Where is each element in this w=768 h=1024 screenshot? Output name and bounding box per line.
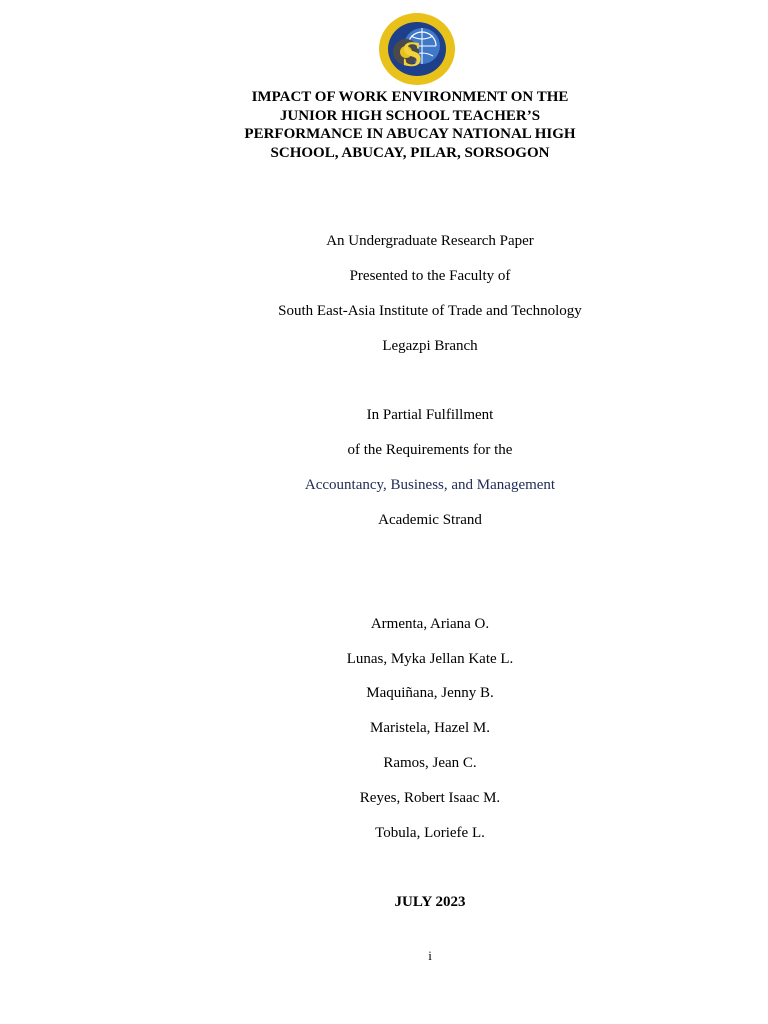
submission-date: JULY 2023 bbox=[394, 894, 466, 910]
title-line: JUNIOR HIGH SCHOOL TEACHER’S bbox=[279, 107, 541, 124]
author-name: Maristela, Hazel M. bbox=[370, 720, 490, 736]
author-name: Tobula, Loriefe L. bbox=[375, 825, 485, 841]
title-line: IMPACT OF WORK ENVIRONMENT ON THE bbox=[251, 89, 569, 105]
presentation-line: An Undergraduate Research Paper bbox=[326, 233, 534, 249]
author-name: Maquiñana, Jenny B. bbox=[366, 685, 494, 701]
fulfillment-line: of the Requirements for the bbox=[347, 442, 513, 458]
fulfillment-line: In Partial Fulfillment bbox=[366, 407, 494, 423]
svg-text:S: S bbox=[402, 34, 423, 74]
institution-name: South East-Asia Institute of Trade and Technology bbox=[278, 303, 582, 319]
author-name: Reyes, Robert Isaac M. bbox=[359, 790, 501, 806]
title-line: SCHOOL, ABUCAY, PILAR, SORSOGON bbox=[270, 144, 550, 161]
school-seal-logo bbox=[378, 12, 456, 86]
strand-name: Accountancy, Business, and Management bbox=[304, 477, 556, 493]
presentation-line: Presented to the Faculty of bbox=[349, 268, 511, 284]
paper-title bbox=[210, 88, 610, 162]
author-name: Ramos, Jean C. bbox=[383, 755, 477, 771]
author-name: Armenta, Ariana O. bbox=[370, 616, 490, 632]
strand-label: Academic Strand bbox=[378, 512, 482, 528]
author-name: Lunas, Myka Jellan Kate L. bbox=[346, 651, 514, 667]
branch-name: Legazpi Branch bbox=[382, 338, 478, 354]
page-number: i bbox=[428, 948, 432, 963]
title-line: PERFORMANCE IN ABUCAY NATIONAL HIGH bbox=[244, 126, 576, 142]
